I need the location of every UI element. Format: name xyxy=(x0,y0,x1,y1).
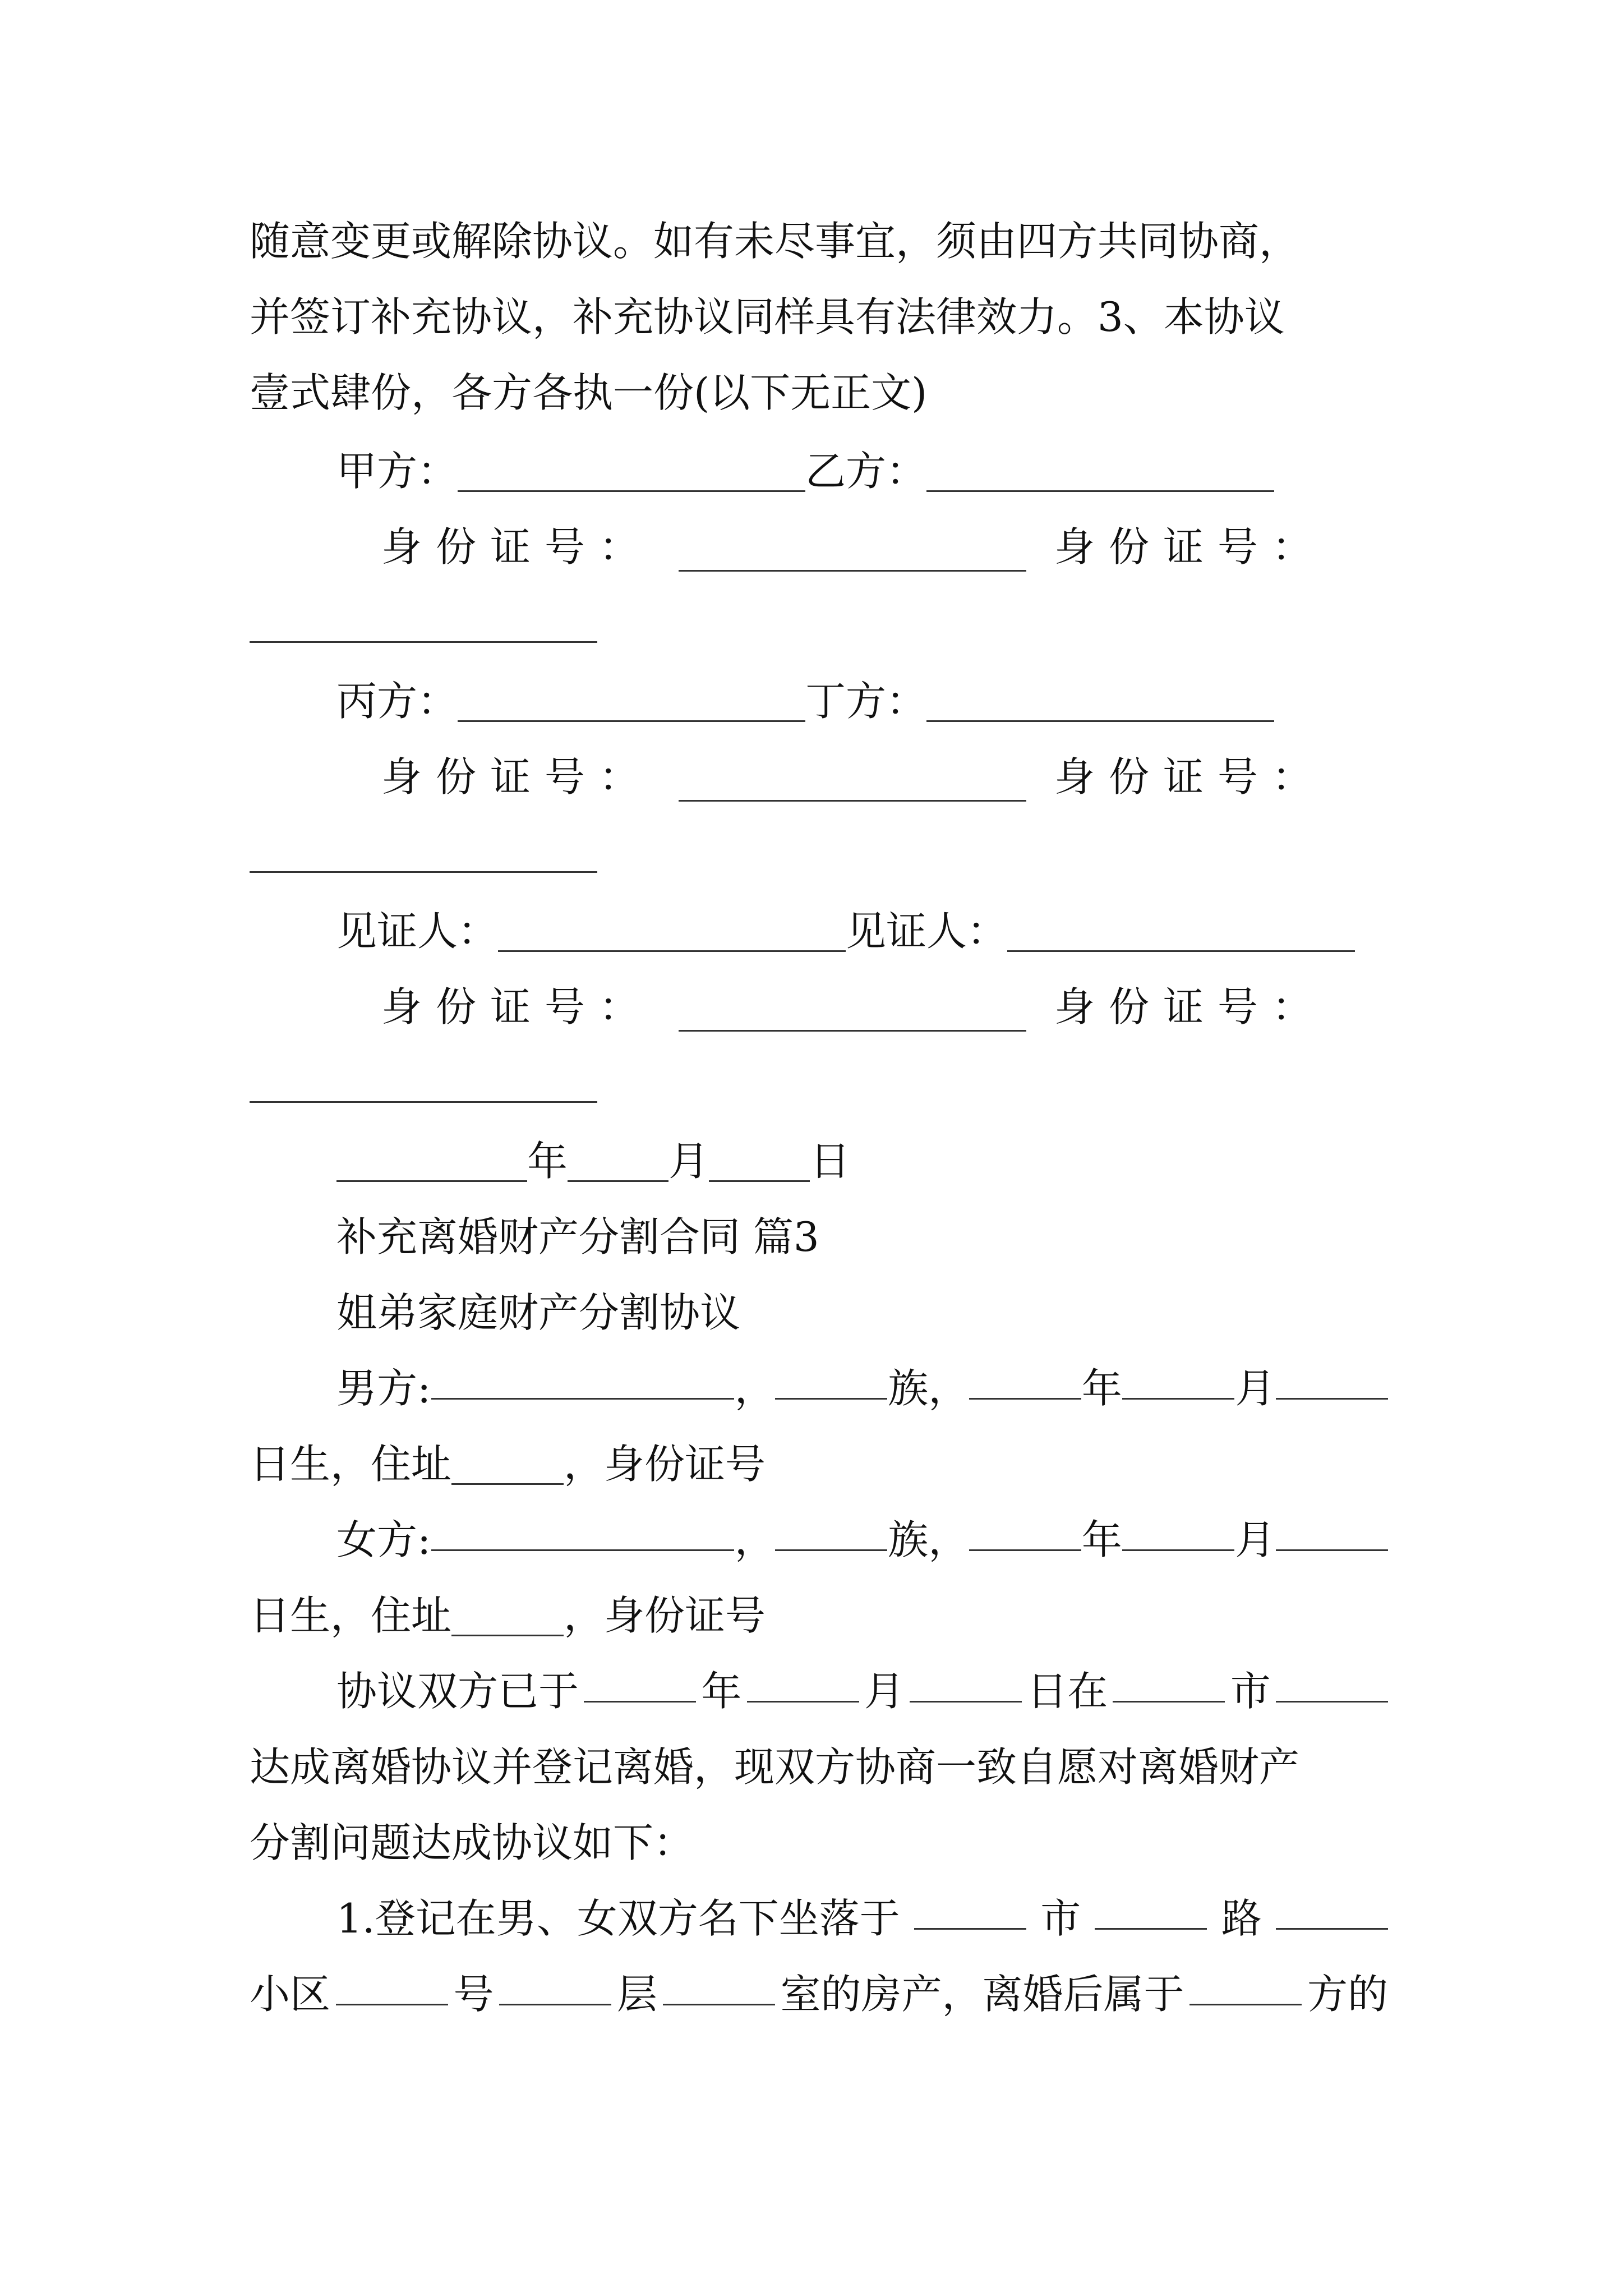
id-label: 身 份 证 号 ： xyxy=(381,523,639,570)
agreement-city-blank[interactable] xyxy=(1113,1667,1225,1703)
female-birth-month-blank[interactable] xyxy=(1122,1516,1234,1551)
agreement-line-3: 分割问题达成协议如下： xyxy=(250,1819,694,1866)
female-party-line-2: 日生，住址 ，身份证号 xyxy=(250,1592,766,1639)
agreement-day-blank[interactable] xyxy=(910,1667,1022,1703)
paragraph-text: 壹式肆份，各方各执一份(以下无正文) xyxy=(250,369,928,416)
agreement-line-2: 达成离婚协议并登记离婚，现双方协商一致自愿对离婚财产 xyxy=(250,1743,1300,1791)
month-blank[interactable] xyxy=(568,1147,668,1182)
party-b-label: 乙方： xyxy=(805,448,927,495)
party-d-blank[interactable] xyxy=(926,687,1274,722)
party-a-blank[interactable] xyxy=(458,457,805,492)
item-1-number-blank[interactable] xyxy=(336,1970,448,2005)
id-row xyxy=(381,976,1374,1038)
agreement-month-blank[interactable] xyxy=(747,1667,859,1703)
id-blank[interactable] xyxy=(679,996,1026,1032)
female-address-blank[interactable] xyxy=(451,1601,564,1636)
female-birth-day-blank[interactable] xyxy=(1276,1516,1388,1551)
id-label: 身 份 证 号 ： xyxy=(1054,753,1312,800)
signature-row-witness xyxy=(336,900,1355,962)
female-ethnicity-blank[interactable] xyxy=(775,1516,887,1551)
party-c-label: 丙方： xyxy=(336,678,458,725)
id-blank[interactable] xyxy=(679,766,1026,802)
male-birth-day-blank[interactable] xyxy=(1276,1364,1388,1400)
signature-row-c-d xyxy=(336,670,1274,732)
id-blank[interactable] xyxy=(250,641,597,643)
item-1-line-2: 小区 号 层 室的房产，离婚后属于 方的 xyxy=(250,1971,1388,2018)
item-1-party-blank[interactable] xyxy=(1189,1970,1302,2005)
agreement-line-1: 协议双方已于 年 月 日在 市 xyxy=(336,1660,1388,1722)
female-birth-year-blank[interactable] xyxy=(969,1516,1081,1551)
male-birth-year-blank[interactable] xyxy=(969,1364,1081,1400)
male-ethnicity-blank[interactable] xyxy=(775,1364,887,1400)
signature-row-a-b xyxy=(336,440,1274,502)
item-1-floor-blank[interactable] xyxy=(499,1970,611,2005)
female-name-blank[interactable] xyxy=(431,1516,734,1551)
male-birth-month-blank[interactable] xyxy=(1122,1364,1234,1400)
party-b-blank[interactable] xyxy=(926,457,1274,492)
party-a-label: 甲方： xyxy=(336,448,458,495)
party-d-label: 丁方： xyxy=(805,678,927,725)
witness-label: 见证人： xyxy=(336,908,499,955)
paragraph-text: 并签订补充协议，补充协议同样具有法律效力。3、本协议 xyxy=(250,293,1285,341)
witness-label: 见证人： xyxy=(846,908,1008,955)
id-blank[interactable] xyxy=(250,1101,597,1103)
witness-blank[interactable] xyxy=(1007,917,1355,952)
item-1-city-blank[interactable] xyxy=(914,1894,1026,1930)
male-party-line-2: 日生，住址 ，身份证号 xyxy=(250,1441,766,1488)
id-row xyxy=(381,746,1374,808)
id-blank[interactable] xyxy=(250,871,597,873)
item-1-road-blank[interactable] xyxy=(1095,1894,1207,1930)
male-address-blank[interactable] xyxy=(451,1450,564,1485)
id-label: 身 份 证 号 ： xyxy=(1054,983,1312,1030)
paragraph-line xyxy=(250,362,1388,424)
party-c-blank[interactable] xyxy=(458,687,805,722)
agreement-year-blank[interactable] xyxy=(584,1667,696,1703)
paragraph-line xyxy=(250,286,1388,348)
agreement-place-blank[interactable] xyxy=(1276,1667,1388,1703)
item-1-line-1: 1.登记在男、女双方名下坐落于 市 路 xyxy=(336,1888,1388,1949)
section-title: 补充离婚财产分割合同 篇3 xyxy=(336,1213,819,1260)
paragraph-line xyxy=(250,210,1388,272)
day-blank[interactable] xyxy=(709,1147,810,1182)
male-name-blank[interactable] xyxy=(431,1364,734,1400)
witness-blank[interactable] xyxy=(498,917,846,952)
id-blank[interactable] xyxy=(679,536,1026,572)
year-blank[interactable] xyxy=(336,1147,527,1182)
date-line: 年 月 日 xyxy=(336,1130,850,1192)
id-label: 身 份 证 号 ： xyxy=(381,983,639,1030)
paragraph-text: 随意变更或解除协议。如有未尽事宜，须由四方共同协商， xyxy=(250,218,1300,265)
male-party-line: 男方: ， 族， 年 月 xyxy=(336,1358,1388,1419)
doc-title: 姐弟家庭财产分割协议 xyxy=(336,1289,741,1336)
item-1-room-blank[interactable] xyxy=(663,1970,775,2005)
item-1-community-blank[interactable] xyxy=(1276,1894,1388,1930)
id-label: 身 份 证 号 ： xyxy=(1054,523,1312,570)
id-row xyxy=(381,516,1374,578)
female-party-line: 女方: ， 族， 年 月 xyxy=(336,1509,1388,1571)
id-label: 身 份 证 号 ： xyxy=(381,753,639,800)
